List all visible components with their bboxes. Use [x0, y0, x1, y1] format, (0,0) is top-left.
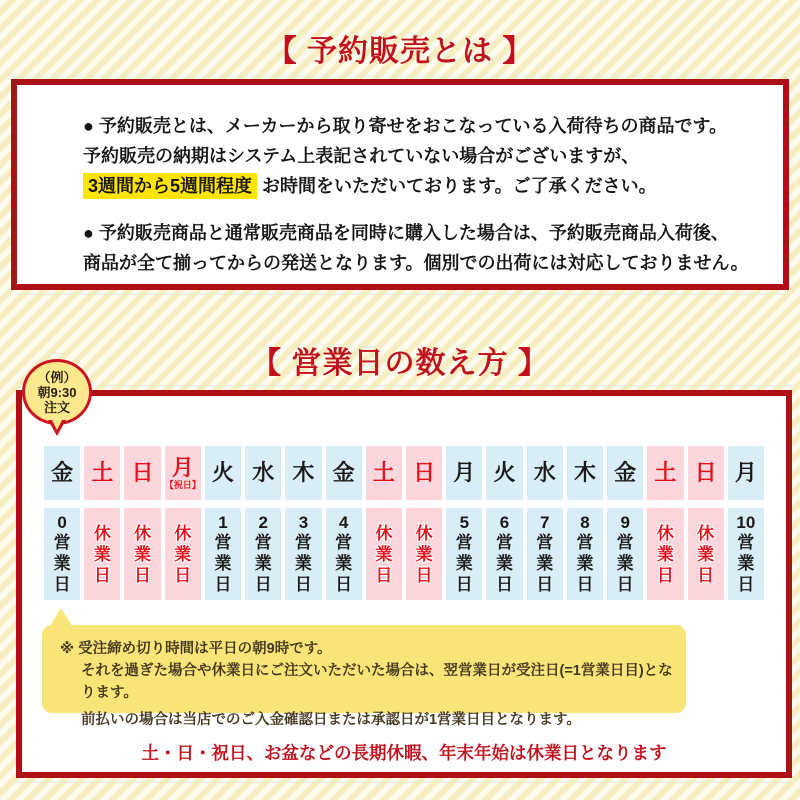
- preorder-section-title: 【 予約販売とは 】: [266, 35, 534, 68]
- count-character: 営: [455, 533, 473, 552]
- business-days-calendar: [44, 446, 764, 600]
- count-character: 休: [93, 523, 111, 543]
- count-character: 業: [93, 544, 111, 564]
- bullet2-line1: ● 予約販売商品と通常販売商品を同時に購入した場合は、予約販売商品入荷後、: [83, 223, 729, 243]
- day-label: 金: [332, 460, 355, 485]
- day-label: 月: [453, 460, 476, 485]
- day-header-cell: [245, 446, 281, 500]
- bullet2-line2: 商品が全て揃ってからの発送となります。個別での出荷には対応しておりません。: [83, 253, 749, 273]
- closed-days-note: 土・日・祝日、お盆などの長期休暇、年末年始は休業日となります: [141, 743, 667, 763]
- day-count-cell: [607, 508, 643, 600]
- day-label: 火: [211, 460, 234, 485]
- day-header-cell: [165, 446, 201, 500]
- order-deadline-note: [42, 625, 686, 728]
- calendar-column: [647, 446, 683, 600]
- day-count-cell: [205, 508, 241, 600]
- count-character: 休: [174, 523, 192, 543]
- day-label: 金: [614, 460, 637, 485]
- bullet1-line3-rest: お時間をいただいております。ご了承ください。: [257, 176, 657, 196]
- day-count-cell: [486, 508, 522, 600]
- count-character: 日: [335, 575, 353, 594]
- count-character: 営: [536, 533, 554, 552]
- calendar-column: [44, 446, 80, 600]
- count-character: 業: [496, 554, 514, 573]
- calendar-column: [527, 446, 563, 600]
- day-count-cell: [567, 508, 603, 600]
- count-character: 営: [214, 533, 232, 552]
- count-character: 日: [174, 565, 192, 585]
- count-character: 休: [375, 523, 393, 543]
- count-character: 業: [737, 554, 755, 573]
- day-header-cell: [326, 446, 362, 500]
- business-days-box: [16, 390, 792, 778]
- day-header-cell: [647, 446, 683, 500]
- count-character: 日: [214, 575, 232, 594]
- business-day-number: 4: [338, 513, 349, 532]
- count-character: 休: [415, 523, 433, 543]
- count-character: 業: [134, 544, 152, 564]
- badge-line-example: （例）: [37, 369, 77, 385]
- bullet1-line1: ● 予約販売とは、メーカーから取り寄せをおこなっている入荷待ちの商品です。: [83, 116, 728, 136]
- day-label: 水: [533, 460, 556, 485]
- example-order-badge: [22, 359, 92, 425]
- day-header-cell: [366, 446, 402, 500]
- business-day-number: 2: [258, 513, 268, 532]
- count-character: 日: [656, 565, 674, 585]
- day-label: 木: [292, 460, 315, 485]
- day-count-cell: [446, 508, 482, 600]
- day-header-cell: [406, 446, 442, 500]
- count-character: 業: [174, 544, 192, 564]
- day-count-cell: [124, 508, 160, 600]
- day-header-cell: [285, 446, 321, 500]
- count-character: 日: [294, 575, 312, 594]
- business-day-number: 0: [57, 513, 67, 532]
- day-count-cell: [326, 508, 362, 600]
- business-day-number: 10: [736, 513, 756, 532]
- day-header-cell: [607, 446, 643, 500]
- count-character: 日: [536, 575, 554, 594]
- day-header-cell: [205, 446, 241, 500]
- day-label: 火: [493, 460, 516, 485]
- day-header-cell: [44, 446, 80, 500]
- count-character: 日: [697, 565, 715, 585]
- preorder-info-box: [11, 79, 789, 290]
- day-count-cell: [285, 508, 321, 600]
- calendar-column: [366, 446, 402, 600]
- count-character: 営: [53, 533, 71, 552]
- calendar-column: [567, 446, 603, 600]
- count-character: 営: [737, 533, 755, 552]
- calendar-column: [406, 446, 442, 600]
- calendar-column: [165, 446, 201, 600]
- count-character: 休: [697, 523, 715, 543]
- count-character: 営: [294, 533, 312, 552]
- day-count-cell: [165, 508, 201, 600]
- day-count-cell: [84, 508, 120, 600]
- count-character: 日: [53, 575, 71, 594]
- preorder-bullet-2: [83, 218, 763, 278]
- badge-line-order: 注文: [43, 399, 70, 415]
- day-label: 土: [654, 460, 677, 485]
- business-day-number: 5: [459, 513, 470, 532]
- count-character: 日: [576, 575, 594, 594]
- calendar-column: [446, 446, 482, 600]
- calendar-column: [326, 446, 362, 600]
- count-character: 営: [576, 533, 594, 552]
- bullet1-line2: 予約販売の納期はシステム上表記されていない場合がございますが、: [83, 146, 640, 166]
- day-label: 月: [734, 460, 757, 485]
- day-count-cell: [728, 508, 764, 600]
- note-line1: ※ 受注締め切り時間は平日の朝9時です。: [60, 641, 332, 657]
- day-label: 日: [694, 460, 717, 485]
- calendar-column: [607, 446, 643, 600]
- count-character: 営: [496, 533, 514, 552]
- business-days-section-title: 【 営業日の数え方 】: [251, 347, 549, 380]
- calendar-column: [486, 446, 522, 600]
- count-character: 日: [93, 565, 111, 585]
- count-character: 業: [415, 544, 433, 564]
- preorder-bullet-1: [83, 111, 763, 201]
- business-day-number: 9: [620, 513, 630, 532]
- count-character: 営: [254, 533, 272, 552]
- day-header-cell: [84, 446, 120, 500]
- count-character: 業: [335, 554, 353, 573]
- day-count-cell: [688, 508, 724, 600]
- count-character: 日: [134, 565, 152, 585]
- count-character: 業: [697, 544, 715, 564]
- calendar-column: [84, 446, 120, 600]
- calendar-column: [205, 446, 241, 600]
- count-character: 休: [134, 523, 152, 543]
- count-character: 業: [254, 554, 272, 573]
- business-day-number: 1: [218, 513, 228, 532]
- count-character: 業: [455, 554, 473, 573]
- calendar-column: [124, 446, 160, 600]
- count-character: 業: [53, 554, 71, 573]
- day-header-cell: [567, 446, 603, 500]
- day-label: 土: [91, 460, 114, 485]
- count-character: 休: [656, 523, 674, 543]
- calendar-column: [728, 446, 764, 600]
- day-label: 木: [573, 460, 596, 485]
- count-character: 業: [616, 554, 634, 573]
- badge-line-time: 朝9:30: [37, 384, 77, 400]
- count-character: 日: [496, 575, 514, 594]
- business-day-number: 8: [580, 513, 590, 532]
- business-day-number: 3: [298, 513, 309, 532]
- count-character: 業: [576, 554, 594, 573]
- calendar-column: [245, 446, 281, 600]
- calendar-column: [688, 446, 724, 600]
- day-count-cell: [406, 508, 442, 600]
- day-count-cell: [647, 508, 683, 600]
- holiday-label: 【祝日】: [164, 479, 201, 490]
- day-label: 水: [252, 460, 275, 485]
- count-character: 営: [335, 533, 353, 552]
- day-header-cell: [486, 446, 522, 500]
- business-day-number: 7: [540, 513, 550, 532]
- calendar-column: [285, 446, 321, 600]
- leadtime-highlight: 3週間から5週間程度: [83, 173, 257, 199]
- day-header-cell: [728, 446, 764, 500]
- count-character: 日: [737, 575, 755, 594]
- count-character: 業: [656, 544, 674, 564]
- day-header-cell: [124, 446, 160, 500]
- count-character: 業: [214, 554, 232, 573]
- day-label: 金: [51, 460, 74, 485]
- count-character: 営: [616, 533, 634, 552]
- count-character: 業: [294, 554, 312, 573]
- note-line2: それを過ぎた場合や休業日にご注文いただいた場合は、翌営業日が受注日(=1営業日目)となります。: [81, 663, 673, 701]
- day-count-cell: [44, 508, 80, 600]
- business-day-number: 6: [499, 513, 510, 532]
- count-character: 日: [375, 565, 393, 585]
- day-count-cell: [527, 508, 563, 600]
- note-line3: 前払いの場合は当店でのご入金確認日または承認日が1営業日目となります。: [81, 712, 581, 728]
- count-character: 日: [254, 575, 272, 594]
- day-header-cell: [688, 446, 724, 500]
- day-count-cell: [366, 508, 402, 600]
- day-label: 日: [131, 460, 154, 485]
- day-label: 土: [372, 460, 395, 485]
- count-character: 日: [616, 575, 634, 594]
- day-label: 月: [171, 454, 194, 480]
- day-label: 日: [413, 460, 436, 485]
- count-character: 業: [536, 554, 554, 573]
- day-header-cell: [527, 446, 563, 500]
- day-count-cell: [245, 508, 281, 600]
- day-header-cell: [446, 446, 482, 500]
- count-character: 日: [455, 575, 473, 594]
- count-character: 日: [415, 565, 433, 585]
- count-character: 業: [375, 544, 393, 564]
